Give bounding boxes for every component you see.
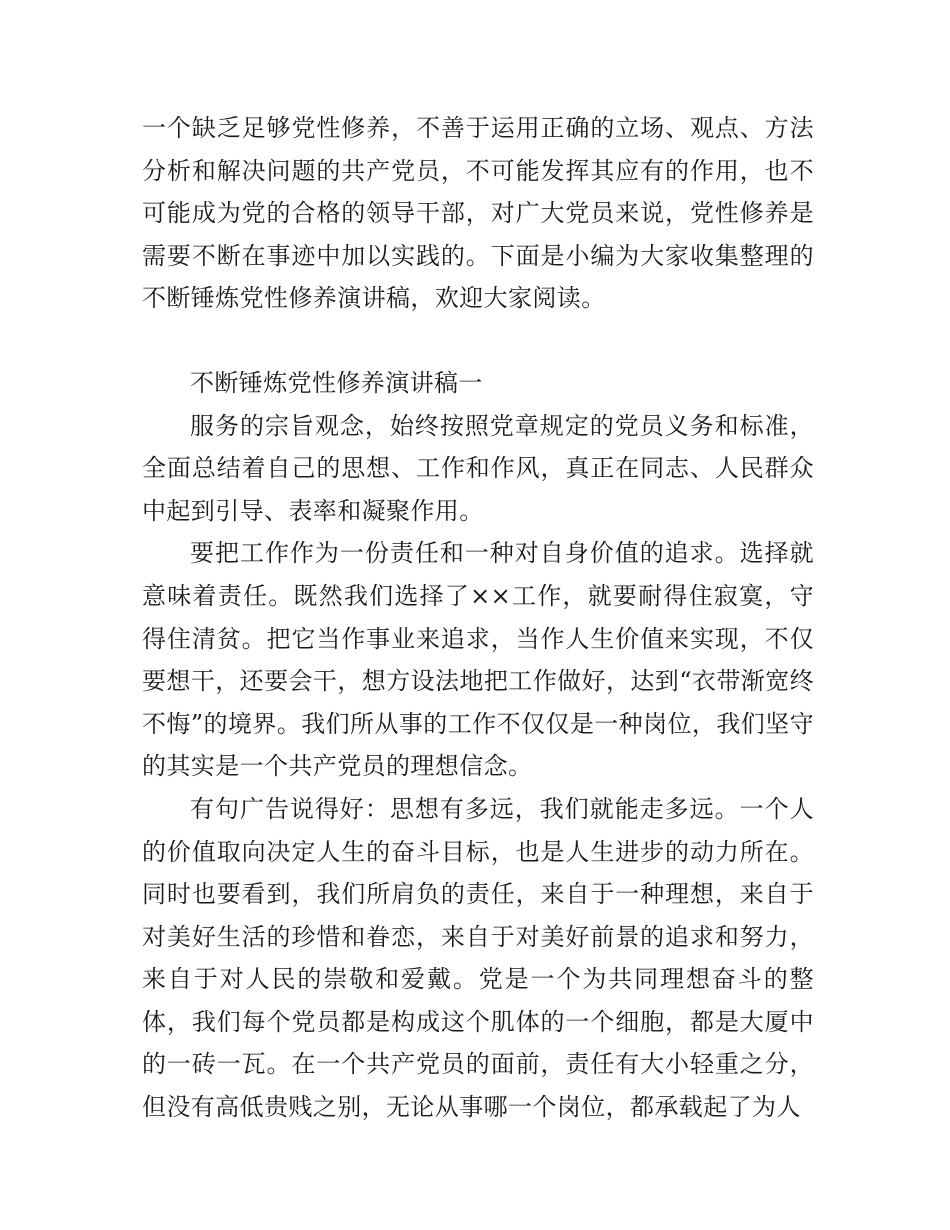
document-body bbox=[142, 107, 814, 1129]
intro-paragraph: 一个缺乏足够党性修养，不善于运用正确的立场、观点、方法分析和解决问题的共产党员，不可能发挥其应有的作用，也不可能成为党的合格的领导干部，对广大党员来说，党性修养是需要不断在事迹中加以实践的。下面是小编为大家收集整理的不断锤炼党性修养演讲稿，欢迎大家阅读。 bbox=[142, 114, 814, 313]
body-paragraph-1: 服务的宗旨观念，始终按照党章规定的党员义务和标准，全面总结着自己的思想、工作和作风，真正在同志、人民群众中起到引导、表率和凝聚作用。 bbox=[142, 411, 814, 525]
body-paragraph-3: 有句广告说得好：思想有多远，我们就能走多远。一个人的价值取向决定人生的奋斗目标，也是人生进步的动力所在。同时也要看到，我们所肩负的责任，来自于一种理想，来自于对美好生活的珍惜和眷恋，来自于对美好前景的追求和努力，来自于对人民的崇敬和爱戴。党是一个为共同理想奋斗的整体，我们每个党员都是构成这个肌体的一个细胞，都是大厦中的一砖一瓦。在一个共产党员的面前，责任有大小轻重之分，但没有高低贵贱之别，无论从事哪一个岗位，都承载起了为人 bbox=[142, 794, 814, 1122]
section-title: 不断锤炼党性修养演讲稿一 bbox=[190, 368, 483, 397]
body-paragraph-2: 要把工作作为一份责任和一种对自身价值的追求。选择就意味着责任。既然我们选择了××工作，就要耐得住寂寞，守得住清贫。把它当作事业来追求，当作人生价值来实现，不仅要想干，还要会干，想方设法地把工作做好，达到“衣带渐宽终不悔”的境界。我们所从事的工作不仅仅是一种岗位，我们坚守的其实是一个共产党员的理想信念。 bbox=[142, 539, 814, 781]
